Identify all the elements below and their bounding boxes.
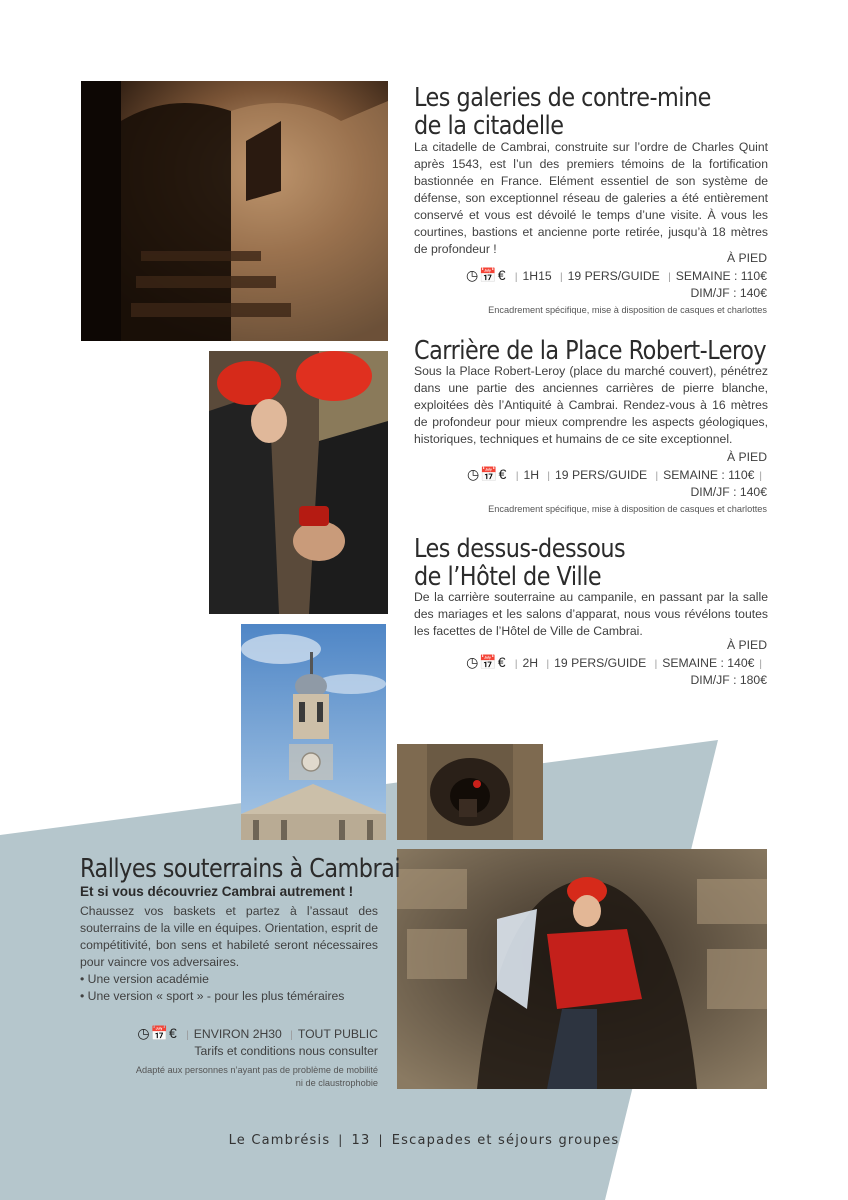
section-2-price-sunday: DIM/JF : 140€	[690, 485, 767, 499]
photo-rallye-tunnel	[397, 849, 767, 1089]
section-2-price-week: SEMAINE : 110€	[663, 468, 755, 482]
section-2-note: Encadrement spécifique, mise à disposition de casques et charlottes	[488, 504, 767, 514]
separator: |	[668, 272, 671, 283]
section-1-title-line1: Les galeries de contre-mine	[414, 83, 711, 113]
separator: |	[560, 272, 563, 283]
separator: |	[338, 1133, 344, 1147]
section-2-mode: À PIED	[727, 450, 767, 464]
clock-icon: ◷	[137, 1025, 151, 1041]
calendar-icon: 📅	[479, 654, 498, 670]
rallye-title: Rallyes souterrains à Cambrai	[80, 854, 401, 884]
section-1-info	[466, 267, 767, 286]
section-3-body: De la carrière souterraine au campanile, en passant par la salle des mariages et les salons d’apparat, nous vous révélons toutes les facettes de l’Hôtel de Ville de Cambrai.	[414, 590, 768, 638]
section-2-duration: 1H	[523, 468, 540, 482]
separator: |	[186, 1030, 189, 1041]
page-number: 13	[351, 1133, 371, 1148]
section-1-note: Encadrement spécifique, mise à disposition de casques et charlottes	[488, 305, 767, 315]
rallye-audience: TOUT PUBLIC	[297, 1027, 378, 1041]
separator: |	[759, 471, 762, 482]
clock-icon: ◷	[466, 267, 480, 283]
photo-tunnel-small	[397, 744, 543, 840]
rallye-info	[137, 1025, 378, 1044]
section-2-body: Sous la Place Robert-Leroy (place du marché couvert), pénétrez dans une partie des anciennes carrières de pierre blanche, exploitées dès l’Antiquité à Cambrai. Rendez-vous à 16 mètres de profondeur pour mieux comprendre les aspects géologiques, historiques, techniques et humains de ce site exceptionnel.	[414, 364, 768, 446]
section-1-price-sunday: DIM/JF : 140€	[690, 286, 767, 300]
separator: |	[654, 659, 658, 670]
section-3-price-week: SEMAINE : 140€	[662, 656, 755, 670]
euro-icon: €	[498, 466, 508, 482]
rallye-duration: ENVIRON 2H30	[193, 1027, 282, 1041]
section-3-group: 19 PERS/GUIDE	[554, 656, 647, 670]
section-1-title-line2: de la citadelle	[414, 111, 564, 141]
section-2-info	[467, 466, 767, 485]
separator: |	[759, 659, 762, 670]
rallye-subtitle: Et si vous découvriez Cambrai autrement !	[80, 884, 354, 899]
separator: |	[546, 659, 550, 670]
euro-icon: €	[497, 654, 507, 670]
footer-left: Le Cambrésis	[228, 1133, 331, 1148]
section-3-duration: 2H	[522, 656, 539, 670]
photo-citadel-gallery	[81, 81, 388, 341]
section-1-body: La citadelle de Cambrai, construite sur l’ordre de Charles Quint après 1543, est l’un des premiers témoins de la fortification bastionnée en France. Elément essentiel de son système de défense, son exceptionnel réseau de galeries a été entièrement conservé et vous est dévoilé le temps d’une visite. À vous les courtines, bastions et ancienne porte retirée, jusqu’à 18 mètres de profondeur !	[414, 140, 768, 256]
section-2-title	[414, 337, 766, 365]
rallye-bullet-2: • Une version « sport » - pour les plus téméraires	[80, 989, 345, 1003]
page-footer	[0, 1133, 848, 1148]
section-1-duration: 1H15	[522, 269, 552, 283]
photo-town-hall	[241, 624, 386, 840]
section-1-mode: À PIED	[727, 251, 767, 265]
separator: |	[547, 471, 551, 482]
separator: |	[290, 1030, 293, 1041]
clock-icon: ◷	[466, 466, 481, 482]
section-3-title-line2: de l’Hôtel de Ville	[414, 562, 602, 592]
euro-icon: €	[168, 1025, 178, 1041]
euro-icon: €	[497, 267, 507, 283]
rallye-bullet-1: • Une version académie	[80, 972, 209, 986]
section-3-info	[466, 654, 767, 673]
section-1-group: 19 PERS/GUIDE	[567, 269, 660, 283]
rallye-note-2: ni de claustrophobie	[295, 1078, 378, 1088]
footer-right: Escapades et séjours groupes	[391, 1133, 620, 1148]
section-2-group: 19 PERS/GUIDE	[555, 468, 648, 482]
section-1-price-week: SEMAINE : 110€	[675, 269, 767, 283]
separator: |	[655, 471, 659, 482]
section-2-title-line1: Carrière de la Place Robert-Leroy	[414, 336, 767, 366]
rallye-tarifs: Tarifs et conditions nous consulter	[194, 1044, 378, 1058]
calendar-icon: 📅	[150, 1025, 169, 1041]
separator: |	[514, 272, 518, 283]
clock-icon: ◷	[466, 654, 480, 670]
separator: |	[515, 471, 519, 482]
separator: |	[378, 1133, 384, 1147]
rallye-note-1: Adapté aux personnes n’ayant pas de problème de mobilité	[135, 1065, 378, 1075]
rallye-body: Chaussez vos baskets et partez à l’assaut des souterrains de la ville en équipes. Orientation, esprit de compétitivité, bon sens et habileté seront nécessaires pour vaincre vos adversaires.	[80, 904, 378, 969]
section-3-price-sunday: DIM/JF : 180€	[690, 673, 767, 687]
separator: |	[514, 659, 518, 670]
section-1-title	[414, 84, 711, 140]
photo-quarry-visitors	[209, 351, 388, 614]
calendar-icon: 📅	[479, 267, 498, 283]
calendar-icon: 📅	[480, 466, 499, 482]
section-3-title	[414, 535, 625, 591]
section-3-title-line1: Les dessus-dessous	[414, 534, 626, 564]
section-3-mode: À PIED	[727, 638, 767, 652]
